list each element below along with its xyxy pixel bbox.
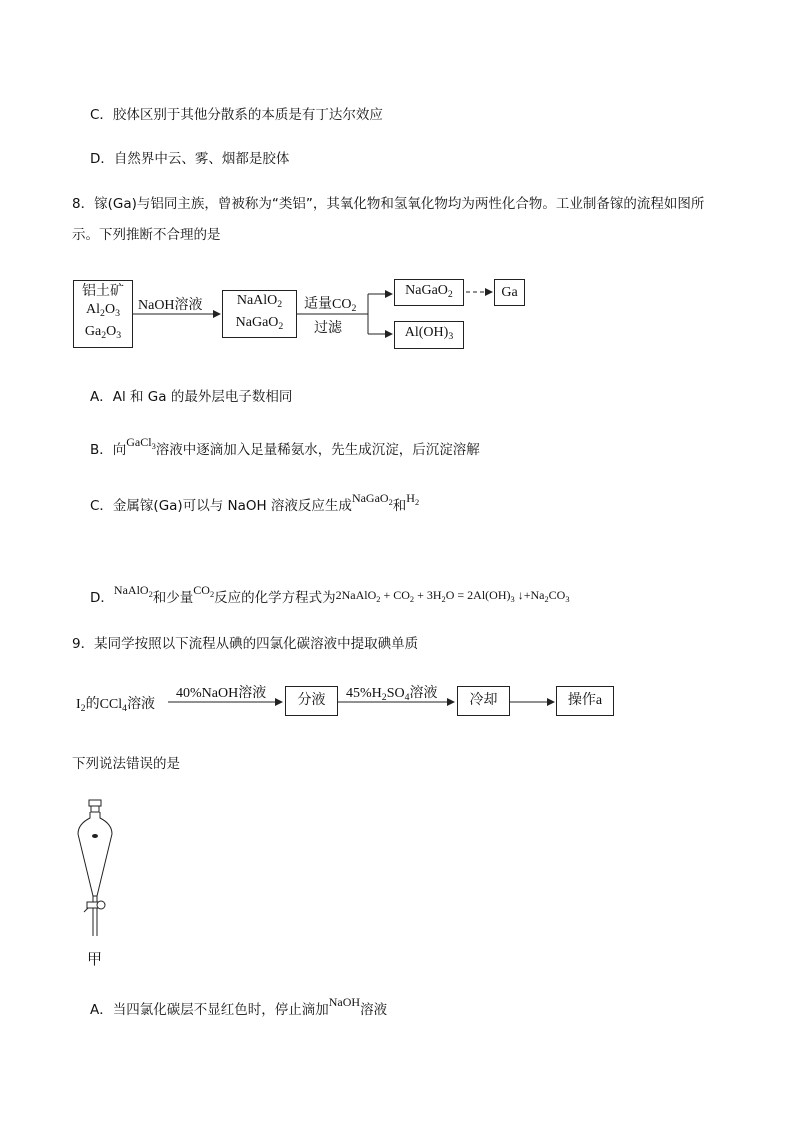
flow2-arrow1-label: 40%NaOH溶液 <box>176 686 267 701</box>
q8-stem-line1: 8．镓(Ga)与铝同主族，曾被称为“类铝”，其氧化物和氢氧化物均为两性化合物。工业制备镓的流程如图所 <box>72 196 705 212</box>
flow2-box-separation-text: 分液 <box>297 693 326 708</box>
q9-sub-stem: 下列说法错误的是 <box>72 756 180 772</box>
flow1-box-bauxite-line3: $Ga_2O_3$ <box>84 324 122 341</box>
flow1-box-aluminate-line1: NaAlO$_2$ <box>236 293 283 310</box>
q9-option-a-prefix: A．当四氯化碳层不显红色时，停止滴加 <box>90 1002 329 1018</box>
q7-option-c: C．胶体区别于其他分散系的本质是有丁达尔效应 <box>90 107 383 123</box>
q8-option-b-formula: GaCl$_3$ <box>126 435 156 451</box>
flow1-box-bauxite <box>73 280 133 348</box>
q8-option-d-equation: 2NaAlO$_2$ + $CO_2 + 3H_2O = 2Al(OH)_3$ $↓+Na_2CO_3$ <box>335 588 570 604</box>
q9-stem: 9．某同学按照以下流程从碘的四氯化碳溶液中提取碘单质 <box>72 636 419 652</box>
flow1-arrow2-top-label: 适量$CO_2$ <box>304 297 357 314</box>
flow1-arrow1-label: NaOH溶液 <box>138 298 203 313</box>
q8-option-c-and: 和 <box>392 498 407 514</box>
flow1-box-nagao2-text: NaGaO$_2$ <box>405 282 453 300</box>
flow2-arrow2-label: $45\%H_2SO_4$溶液 <box>346 686 438 703</box>
flow2-start: $I_2$的CCl$_4$溶液 <box>76 697 156 714</box>
q8-option-b <box>90 435 480 459</box>
figure-caption: 甲 <box>87 950 103 968</box>
flow2-box-cooling-text: 冷却 <box>469 693 498 708</box>
q8-option-c-formula1: NaGaO$_2$ <box>351 491 393 507</box>
flow2-box-operation-a <box>556 686 614 716</box>
flow2-box-operation-a-text: 操作a <box>567 693 603 708</box>
flow1-box-aluminate <box>222 290 297 338</box>
q8-option-b-prefix: B．向 <box>90 442 127 458</box>
q8-option-d-formula1: NaAlO$_2$ <box>113 583 153 599</box>
flow2-box-separation <box>285 686 338 716</box>
flow1-box-ga-text: Ga <box>501 284 518 300</box>
q8-option-c <box>90 491 420 515</box>
q8-stem-line2: 示。下列推断不合理的是 <box>72 227 221 243</box>
q9-option-a <box>90 995 388 1018</box>
q8-option-c-prefix: C．金属镓(Ga)可以与 NaOH 溶液反应生成 <box>90 498 352 514</box>
flow1-box-aluminate-line2: NaGaO$_2$ <box>235 315 284 332</box>
q8-option-d <box>90 583 570 607</box>
flow1-box-ga <box>494 279 525 306</box>
flow1-arrow2-bottom-label: 过滤 <box>314 321 342 336</box>
q7-option-d: D．自然界中云、雾、烟都是胶体 <box>90 151 290 167</box>
flow2-box-cooling <box>457 686 510 716</box>
q8-option-d-prefix: D． <box>90 590 114 606</box>
q9-option-a-suffix: 溶液 <box>360 1002 388 1018</box>
flow1-box-aloh3 <box>394 321 464 349</box>
flow1-box-bauxite-line2: $Al_2O_3$ <box>86 302 120 319</box>
flow1-box-aloh3-text: $Al(OH)_3$ <box>404 325 454 342</box>
q8-option-c-formula2: $H_2$ <box>406 491 420 507</box>
separatory-funnel-figure <box>70 798 120 948</box>
q8-option-a: A．Al 和 Ga 的最外层电子数相同 <box>90 389 293 405</box>
q8-option-d-formula2: $CO_2$ <box>193 583 215 599</box>
flow1-box-nagao2 <box>394 279 464 306</box>
flow1-box-bauxite-line1: 铝土矿 <box>82 284 124 299</box>
q8-option-d-mid1: 和少量 <box>152 590 194 606</box>
q8-option-b-suffix: 溶液中逐滴加入足量稀氨水，先生成沉淀，后沉淀溶解 <box>155 442 480 458</box>
q8-option-d-mid2: 反应的化学方程式为 <box>214 590 336 606</box>
q9-option-a-formula: NaOH <box>328 995 361 1009</box>
